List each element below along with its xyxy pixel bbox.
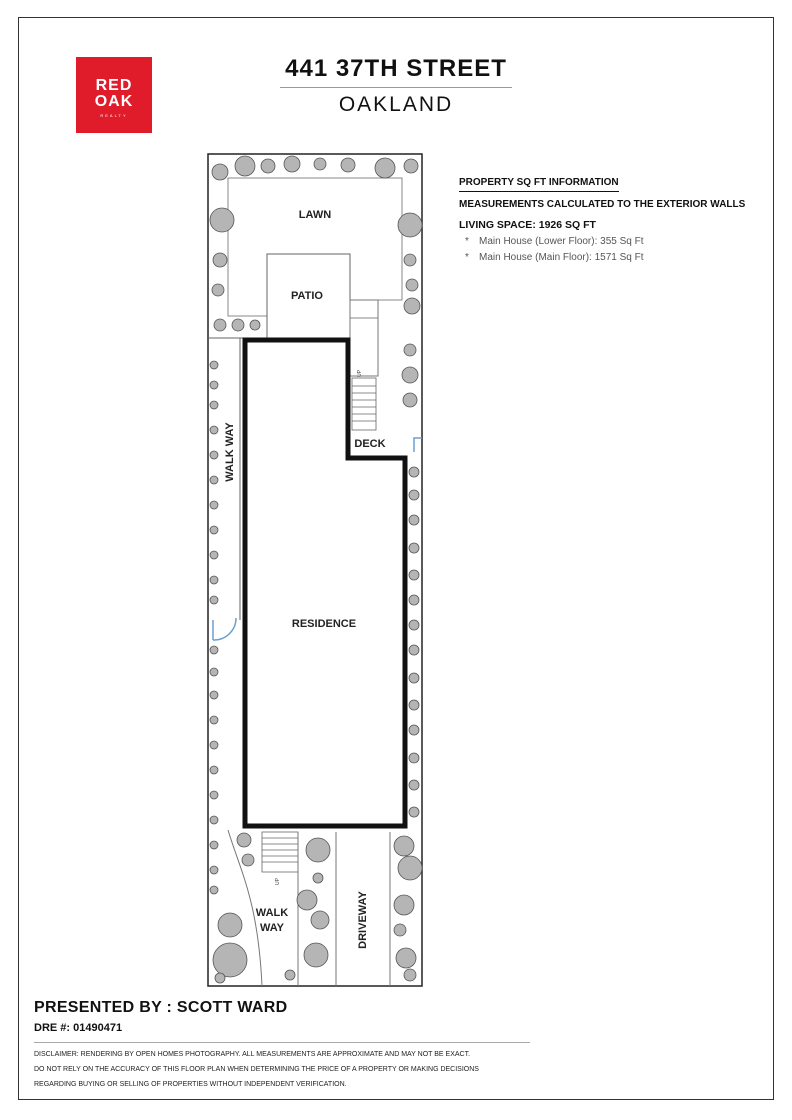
deck-stairs	[352, 378, 376, 430]
front-stairs	[262, 832, 298, 872]
dre-number: DRE #: 01490471	[34, 1022, 123, 1034]
disclaimer-divider	[34, 1042, 530, 1043]
presented-by: PRESENTED BY : SCOTT WARD	[34, 999, 288, 1016]
label-up-deck: UP	[357, 370, 363, 377]
logo-line-2: OAK	[94, 93, 134, 110]
sqft-info-heading: PROPERTY SQ FT INFORMATION	[459, 176, 619, 192]
side-gate	[213, 618, 236, 640]
label-patio: PATIO	[291, 290, 323, 302]
deck-outline	[350, 300, 378, 376]
living-space-total: LIVING SPACE: 1926 SQ FT	[459, 219, 596, 231]
back-gate	[414, 438, 422, 452]
measurement-note: MEASUREMENTS CALCULATED TO THE EXTERIOR WALLS	[459, 199, 746, 210]
label-driveway: DRIVEWAY	[357, 891, 369, 949]
disclaimer-line: REGARDING BUYING OR SELLING OF PROPERTIES WITHOUT INDEPENDENT VERIFICATION.	[34, 1081, 347, 1088]
label-up-front: UP	[275, 878, 281, 885]
disclaimer-line: DO NOT RELY ON THE ACCURACY OF THIS FLOOR PLAN WHEN DETERMINING THE PRICE OF A PROPERTY OR MAKING DECISIONS	[34, 1066, 479, 1073]
property-city: OAKLAND	[338, 93, 454, 116]
property-address: 441 37TH STREET	[285, 55, 507, 82]
sqft-item-text: Main House (Lower Floor): 355 Sq Ft	[479, 236, 644, 247]
disclaimer-line: DISCLAIMER: RENDERING BY OPEN HOMES PHOTOGRAPHY. ALL MEASUREMENTS ARE APPROXIMATE AND MAY NOT BE EXACT.	[34, 1051, 471, 1058]
label-lawn: LAWN	[298, 209, 332, 221]
sqft-item-text: Main House (Main Floor): 1571 Sq Ft	[479, 252, 644, 263]
residence-outline	[245, 340, 405, 826]
label-deck: DECK	[354, 438, 386, 450]
label-residence: RESIDENCE	[291, 618, 357, 630]
label-walkway-side: WALK WAY	[224, 422, 236, 482]
logo-line-1: RED	[95, 77, 133, 94]
disclaimer	[34, 1047, 544, 1092]
bullet: *	[465, 236, 469, 247]
label-walk-front-2: WAY	[259, 922, 285, 934]
bullet: *	[465, 252, 469, 263]
label-walk-front-1: WALK	[255, 907, 289, 919]
logo-line-3: REALTY	[100, 113, 128, 118]
